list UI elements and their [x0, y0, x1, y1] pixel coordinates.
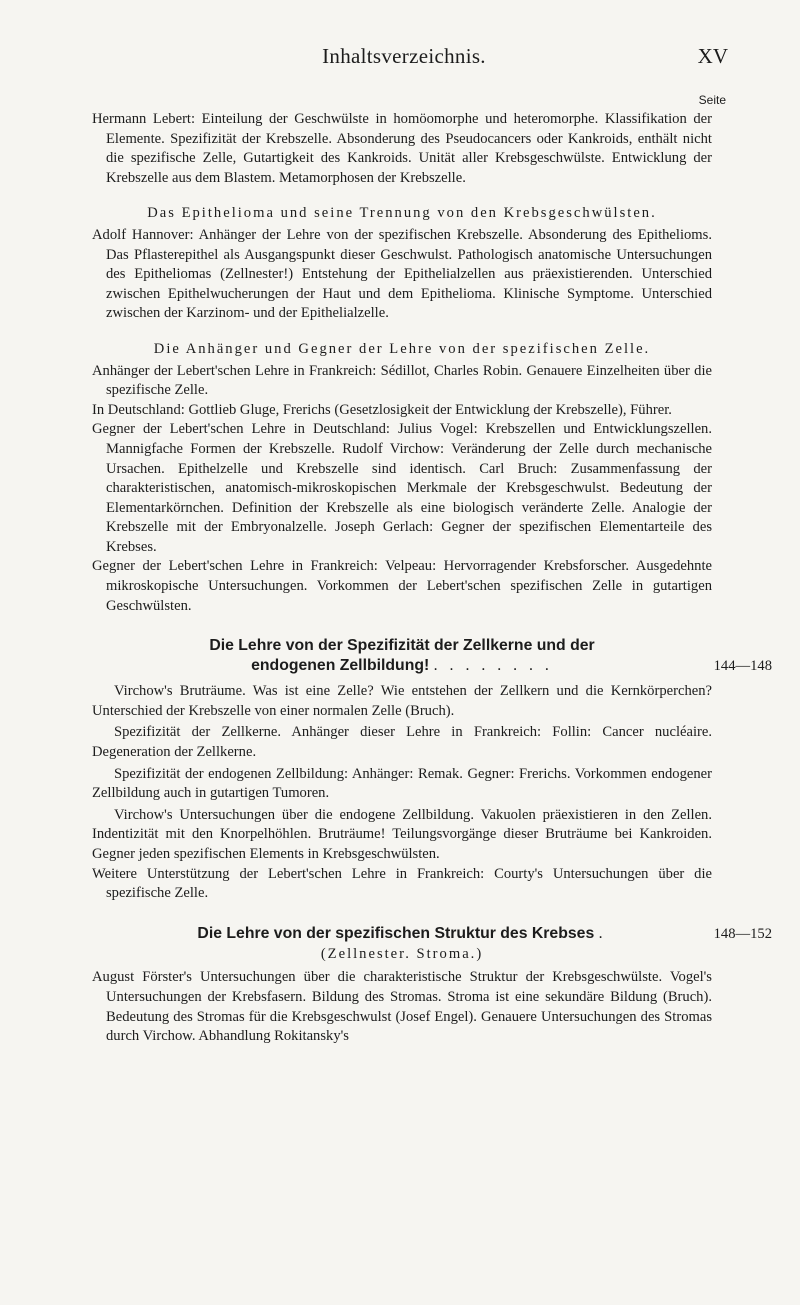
page-number: XV	[697, 44, 728, 68]
section-heading-zellkerne	[92, 636, 772, 676]
paragraph-endogene: Spezifizität der endogenen Zellbildung: Anhänger: Remak. Gegner: Frerichs. Vorkommen endogener Zellbildung auch in gutartigen Tumoren.	[92, 765, 712, 802]
running-title: Inhaltsverzeichnis.	[322, 44, 486, 68]
section-heading-struktur	[92, 924, 772, 944]
subheading-epithelioma: Das Epithelioma und seine Trennung von den Krebsgeschwülsten.	[147, 205, 657, 222]
entry-foerster: August Förster's Untersuchungen über die charakteristische Struktur der Krebsgeschwülste. Vogel's Untersuchungen der Krebsfasern. Bildung des Stromas. Stroma ist eine sekundäre Bildung (Bruch). Bedeutung des Stromas für die Krebsgeschwulst (Josef Engel). Genauere Untersuchungen des Stromas durch Virchow. Abhandlung Rokitansky's	[92, 969, 712, 1045]
leader-dots: .	[598, 924, 607, 942]
paragraph-zellkerne: Spezifizität der Zellkerne. Anhänger dieser Lehre in Frankreich: Follin: Cancer nucléaire. Degeneration der Zellkerne.	[92, 724, 712, 761]
paragraph-bruttraeume: Virchow's Bruträume. Was ist eine Zelle? Wie entstehen der Zellkern und die Kernkörperchen? Unterschied der Krebszelle von einer normalen Zelle (Bruch).	[92, 683, 712, 719]
entry-lebert: Hermann Lebert: Einteilung der Geschwülste in homöomorphe und heteromorphe. Klassifikation der Elemente. Spezifizität der Krebszelle. Absonderung des Pseudocancers oder Kankroids, enthält nicht die spezifische Zelle, Gutartigkeit des Kankroids. Unität aller Krebsgeschwülste. Entwicklung der Krebszelle aus dem Blastem. Metamorphosen der Krebszelle.	[92, 111, 712, 186]
entry-gegner-deutschland: Gegner der Lebert'schen Lehre in Deutschland: Julius Vogel: Krebszellen und Entwicklungszellen. Mannigfache Formen der Krebszelle. Rudolf Virchow: Veränderung der Zelle durch mechanische Ursachen. Epithelzelle und Krebszelle sind identisch. Carl Bruch: Zusammenfassung der charakteristischen, anatomisch-mikroskopischen Merkmale der Krebsgeschwulst. Bedeutung der Elementarkörnchen. Definition der Krebszelle als eine biologisch veränderte Zelle. Analogie der Krebszelle mit der Embryonalzelle. Joseph Gerlach: Gegner der spezifischen Elementarteile des Krebses.	[92, 421, 712, 555]
section-title-line1: Die Lehre von der Spezifizität der Zellkerne und der	[209, 637, 595, 655]
paragraph-virchow: Virchow's Untersuchungen über die endogene Zellbildung. Vakuolen präexistieren in den Zellen. Indentizität mit den Knorpelhöhlen. Bruträume! Teilungsvorgänge dieser Bruträume bei Kankroiden. Gegner jeden spezifischen Elements in Krebsgeschwülsten.	[92, 806, 712, 862]
section-title-line2: endogenen Zellbildung!	[251, 657, 430, 675]
section-subtitle: (Zellnester. Stroma.)	[320, 945, 484, 962]
entry-gegner-frankreich: Gegner der Lebert'schen Lehre in Frankreich: Velpeau: Hervorragender Krebsforscher. Ausgedehnte mikroskopische Untersuchungen. Vorkommen der Lebert'schen spezifischen Zelle in gutartigen Geschwülsten.	[92, 558, 712, 614]
entry-frankreich: Anhänger der Lebert'schen Lehre in Frankreich: Sédillot, Charles Robin. Genauere Einzelheiten über die spezifische Zelle.	[92, 362, 712, 399]
subheading-anhaenger-gegner: Die Anhänger und Gegner der Lehre von der spezifischen Zelle.	[153, 340, 651, 357]
toc-content	[92, 110, 772, 1047]
seite-label: Seite	[698, 93, 726, 107]
entry-deutschland: In Deutschland: Gottlieb Gluge, Frerichs (Gesetzlosigkeit der Entwicklung der Krebszelle), Führer.	[92, 401, 672, 418]
page-range: 148—152	[713, 925, 772, 942]
page-range: 144—148	[713, 658, 772, 675]
entry-hannover: Adolf Hannover: Anhänger der Lehre von der spezifischen Krebszelle. Absonderung des Epithelioms. Das Pflasterepithel als Ausgangspunkt dieser Geschwulst. Pathologisch anatomische Untersuchungen des Epitheliomas (Zellnester!) Entstehung der Epithelialzellen aus präexistierenden. Unterschied zwischen Epithelwucherungen der Haut und dem Epithelioma. Klinische Symptome. Unterschied zwischen der Karzinom- und der Epithelialzelle.	[92, 226, 712, 322]
page-header	[80, 44, 728, 84]
section-title: Die Lehre von der spezifischen Struktur des Krebses	[197, 924, 595, 942]
entry-weitere: Weitere Unterstützung der Lebert'schen Lehre in Frankreich: Courty's Untersuchungen über die spezifische Zelle.	[92, 865, 712, 902]
leader-dots: . . . . . . . .	[433, 657, 553, 675]
